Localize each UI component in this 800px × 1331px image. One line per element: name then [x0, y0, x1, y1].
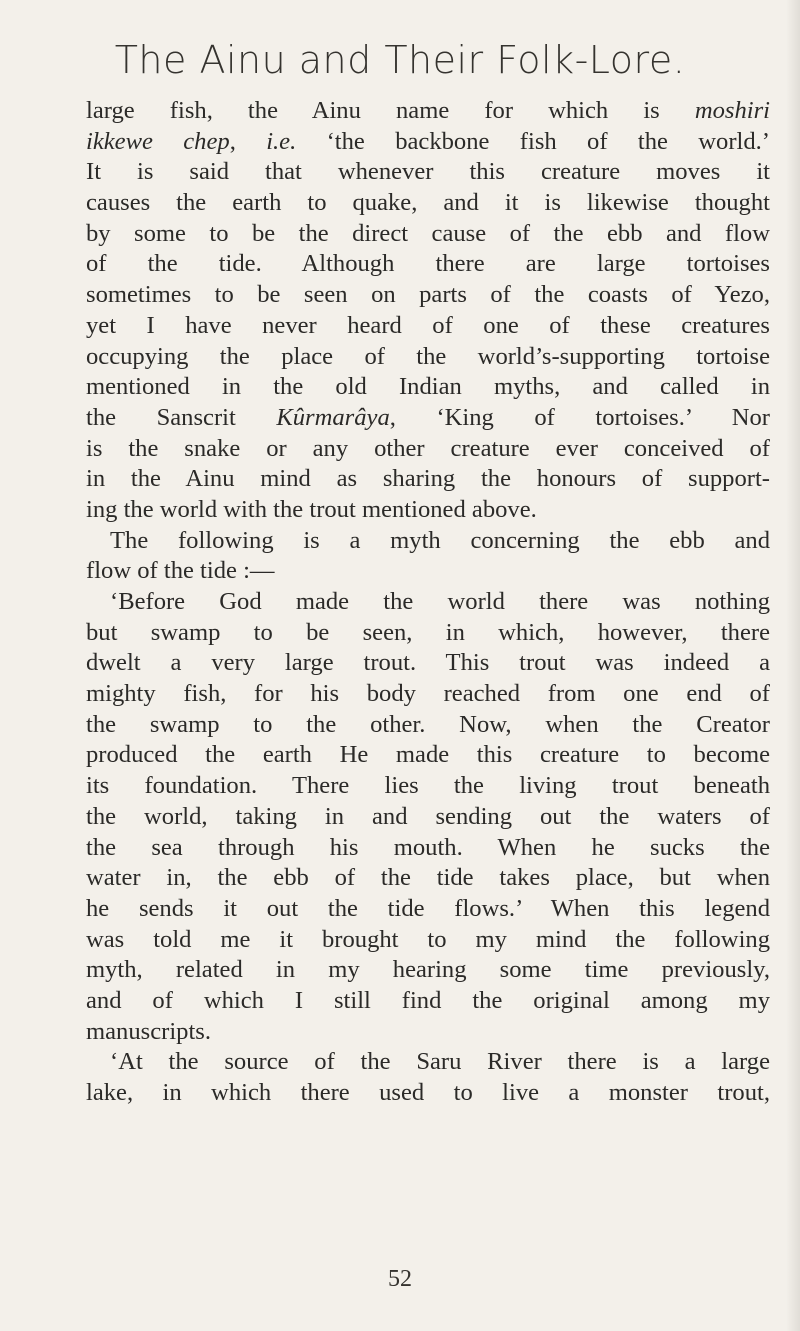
text-line: causes the earth to quake, and it is likewise thought: [86, 189, 770, 217]
text-line: produced the earth He made this creature to become: [86, 741, 770, 769]
text-line: was told me it brought to my mind the following: [86, 925, 770, 953]
page-edge-shadow: [786, 0, 800, 1331]
text-line: of the tide. Although there are large tortoises: [86, 250, 770, 278]
text-line: The following is a myth concerning the ebb and: [110, 526, 770, 554]
text-line: occupying the place of the world’s-supporting tortoise: [86, 342, 770, 370]
text-line: mentioned in the old Indian myths, and called in: [86, 373, 770, 401]
text-line: sometimes to be seen on parts of the coasts of Yezo,: [86, 281, 770, 309]
text-line: the sea through his mouth. When he sucks the: [86, 833, 770, 861]
running-head-title: The Ainu and Their Folk-Lore.: [114, 38, 686, 82]
text-line: flow of the tide :—: [86, 557, 275, 585]
text-line: It is said that whenever this creature moves it: [86, 158, 770, 186]
text-line: its foundation. There lies the living trout beneath: [86, 772, 770, 800]
text-line: water in, the ebb of the tide takes place, but when: [86, 864, 770, 892]
text-line: manuscripts.: [86, 1017, 211, 1045]
text-line: ikkewe chep, i.e. ‘the backbone fish of the world.’: [86, 127, 771, 155]
text-line: but swamp to be seen, in which, however, there: [86, 618, 770, 646]
text-line: in the Ainu mind as sharing the honours of support-: [86, 465, 770, 493]
text-line: lake, in which there used to live a monster trout,: [86, 1079, 770, 1106]
text-line: by some to be the direct cause of the ebb and flow: [86, 219, 770, 247]
text-line: large fish, the Ainu name for which is moshiri: [86, 97, 770, 124]
text-line: mighty fish, for his body reached from one end of: [86, 680, 770, 708]
body-text: [86, 96, 770, 1109]
text-line: the Sanscrit Kûrmarâya, ‘King of tortoises.’ Nor: [86, 403, 770, 431]
text-line: the swamp to the other. Now, when the Creator: [86, 710, 770, 738]
text-line: dwelt a very large trout. This trout was indeed a: [86, 649, 770, 677]
text-line: ‘At the source of the Saru River there is a large: [110, 1048, 770, 1076]
text-line: and of which I still find the original among my: [86, 986, 770, 1014]
text-line: the world, taking in and sending out the waters of: [86, 802, 770, 830]
text-line: is the snake or any other creature ever conceived of: [86, 434, 770, 462]
text-line: ‘Before God made the world there was nothing: [110, 588, 770, 615]
page-number: 52: [388, 1266, 412, 1292]
text-line: he sends it out the tide flows.’ When this legend: [86, 894, 770, 922]
text-line: myth, related in my hearing some time previously,: [86, 956, 770, 984]
text-line: yet I have never heard of one of these creatures: [86, 311, 770, 339]
text-line: ing the world with the trout mentioned above.: [86, 495, 537, 523]
